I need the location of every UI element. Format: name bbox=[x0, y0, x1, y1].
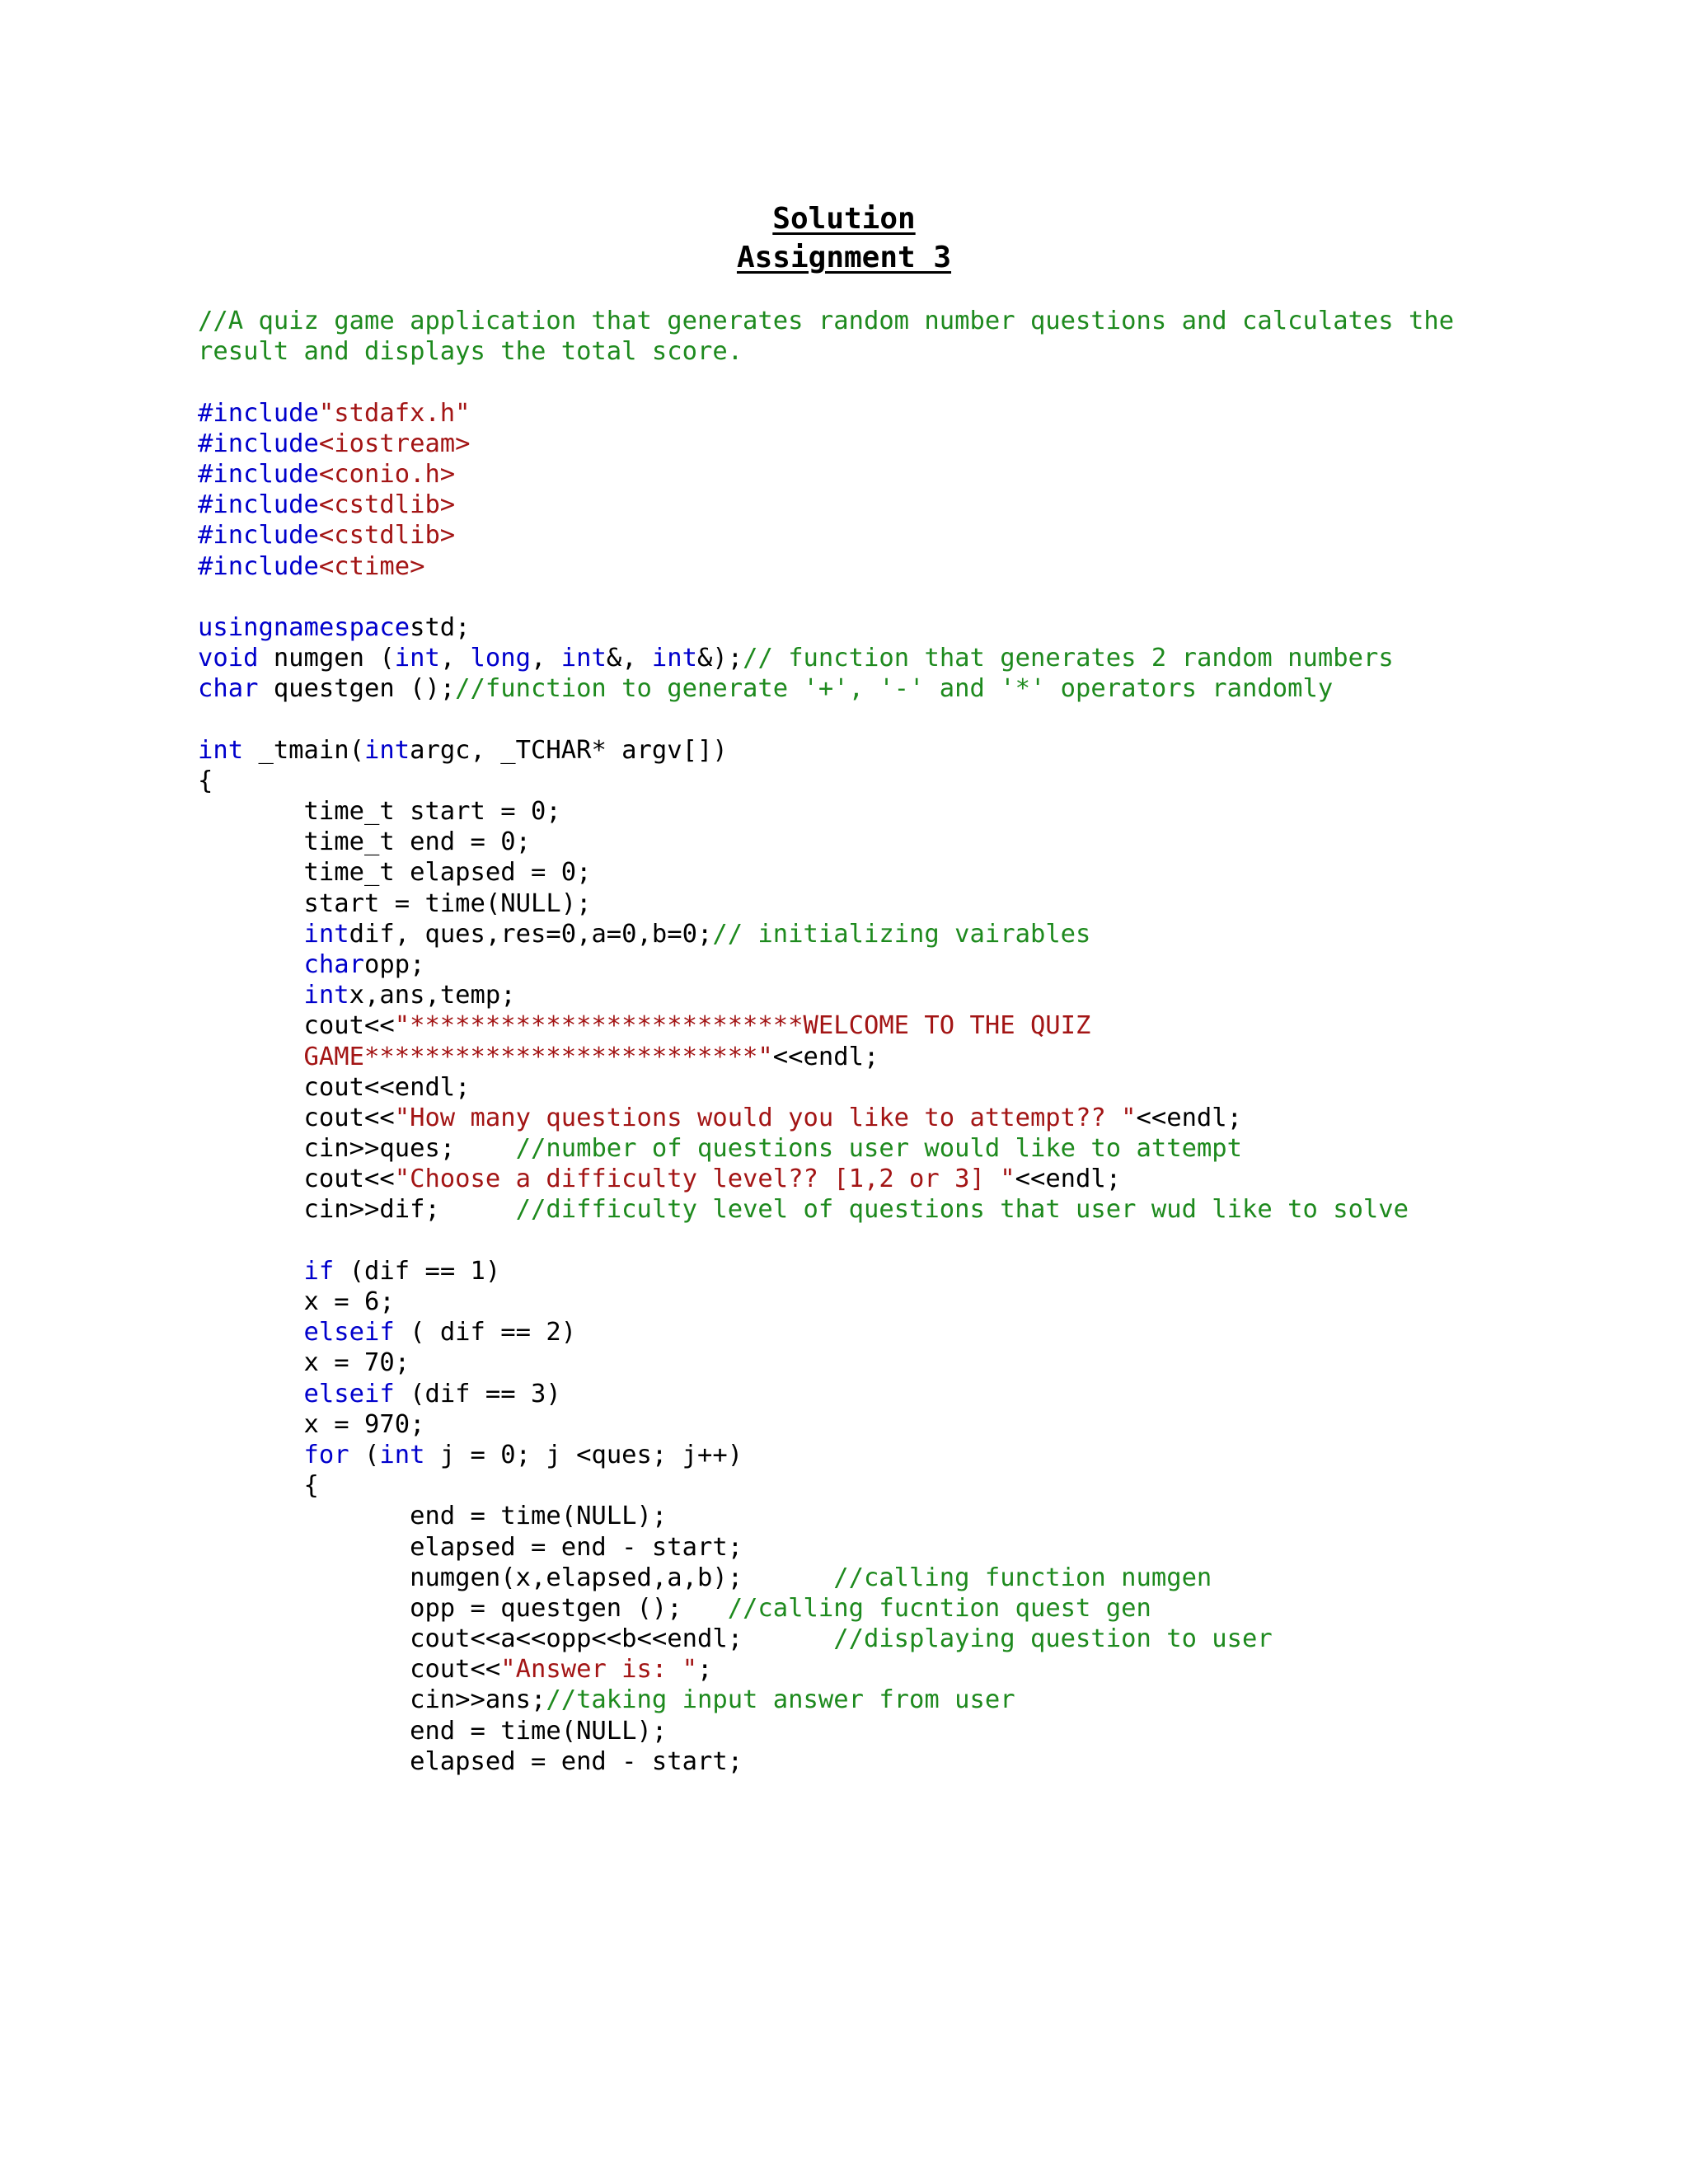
code-token: end = time(NULL); bbox=[198, 1716, 668, 1746]
code-token bbox=[198, 920, 304, 949]
code-line bbox=[198, 551, 1615, 582]
code-line bbox=[198, 1286, 1615, 1317]
code-token bbox=[198, 950, 304, 979]
code-token: //displaying question to user bbox=[833, 1624, 1273, 1654]
code-token: elapsed = end - start; bbox=[198, 1532, 743, 1562]
code-token: numgen ( bbox=[258, 644, 395, 673]
code-line bbox=[198, 888, 1615, 919]
code-line bbox=[198, 1440, 1615, 1470]
code-token: result and displays the total score. bbox=[198, 337, 743, 367]
code-token: //taking input answer from user bbox=[546, 1685, 1015, 1715]
code-token: ( dif == 2) bbox=[394, 1318, 577, 1347]
code-token: x = 70; bbox=[198, 1348, 410, 1378]
code-token: (dif == 3) bbox=[394, 1379, 561, 1408]
code-token: int bbox=[198, 735, 244, 765]
code-token: cin>>dif; bbox=[198, 1195, 516, 1225]
code-token: x,ans,temp; bbox=[349, 981, 516, 1010]
code-line bbox=[198, 1317, 1615, 1347]
code-token: elseif bbox=[303, 1379, 395, 1408]
code-line bbox=[198, 612, 1615, 643]
code-line bbox=[198, 459, 1615, 490]
code-line bbox=[198, 1532, 1615, 1563]
code-token: //function to generate '+', '-' and '*' operators randomly bbox=[455, 674, 1334, 704]
code-line bbox=[198, 306, 1615, 336]
code-token: cout<< bbox=[198, 1011, 395, 1041]
code-line bbox=[198, 1593, 1615, 1624]
code-token: argc, _TCHAR* argv[]) bbox=[410, 735, 728, 765]
code-token: for bbox=[303, 1440, 349, 1469]
code-line bbox=[198, 796, 1615, 827]
code-line bbox=[198, 398, 1615, 429]
code-token: int bbox=[394, 644, 440, 673]
code-token: usingnamespace bbox=[198, 612, 410, 642]
code-line bbox=[198, 429, 1615, 459]
document-title: Solution bbox=[772, 202, 916, 236]
code-token: cout<< bbox=[198, 1165, 395, 1194]
code-token: "How many questions would you like to attempt?? " bbox=[394, 1103, 1137, 1132]
code-line bbox=[198, 1164, 1615, 1194]
code-line bbox=[198, 1746, 1615, 1777]
code-line bbox=[198, 1103, 1615, 1133]
code-line bbox=[198, 1563, 1615, 1593]
code-token: cout<< bbox=[198, 1655, 501, 1685]
code-token: //number of questions user would like to attempt bbox=[515, 1134, 1243, 1164]
code-token: #include bbox=[198, 459, 319, 489]
code-line bbox=[198, 1685, 1615, 1715]
code-token: x = 6; bbox=[198, 1287, 395, 1316]
code-token: #include bbox=[198, 551, 319, 581]
code-token: //calling function numgen bbox=[833, 1563, 1212, 1592]
code-line bbox=[198, 1072, 1615, 1103]
code-token: GAME**************************" bbox=[303, 1042, 773, 1071]
code-token bbox=[198, 1257, 304, 1286]
code-token bbox=[198, 1043, 304, 1071]
code-line bbox=[198, 1226, 1615, 1256]
code-line bbox=[198, 919, 1615, 949]
code-token: end = time(NULL); bbox=[198, 1502, 668, 1531]
code-line bbox=[198, 735, 1615, 766]
code-token: dif, ques,res=0,a=0,b=0; bbox=[349, 919, 713, 949]
code-line bbox=[198, 1256, 1615, 1286]
code-token: cout<< bbox=[198, 1103, 395, 1132]
code-token bbox=[198, 1318, 304, 1347]
code-token: //calling fucntion quest gen bbox=[727, 1593, 1151, 1623]
code-line bbox=[198, 1501, 1615, 1531]
code-line bbox=[198, 766, 1615, 796]
code-line bbox=[198, 1624, 1615, 1654]
code-token: ( bbox=[349, 1440, 380, 1469]
code-token: #include bbox=[198, 398, 319, 428]
code-token: &, bbox=[606, 644, 652, 673]
code-token: cin>>ques; bbox=[198, 1134, 516, 1164]
code-line bbox=[198, 949, 1615, 980]
code-token: { bbox=[198, 1471, 319, 1501]
code-token: opp = questgen (); bbox=[198, 1593, 728, 1623]
code-token: //difficulty level of questions that user wud like to solve bbox=[515, 1195, 1409, 1225]
code-line bbox=[198, 1409, 1615, 1440]
code-token: std; bbox=[410, 612, 471, 642]
code-line bbox=[198, 1716, 1615, 1746]
code-token: &); bbox=[697, 644, 743, 673]
code-line bbox=[198, 673, 1615, 704]
code-line bbox=[198, 643, 1615, 673]
code-line bbox=[198, 582, 1615, 612]
code-token: ; bbox=[696, 1655, 713, 1685]
code-line bbox=[198, 980, 1615, 1010]
code-token: { bbox=[198, 766, 213, 795]
code-line bbox=[198, 1379, 1615, 1409]
code-token: char bbox=[303, 949, 364, 979]
code-line bbox=[198, 336, 1615, 367]
code-token: start = time(NULL); bbox=[198, 888, 592, 918]
code-token: x = 970; bbox=[198, 1409, 425, 1439]
code-token: "**************************WELCOME TO THE QUIZ bbox=[394, 1011, 1091, 1041]
code-token: <<endl; bbox=[1015, 1165, 1122, 1194]
code-token: j = 0; j <ques; j++) bbox=[424, 1440, 743, 1469]
code-token: "Choose a difficulty level?? [1,2 or 3] " bbox=[394, 1165, 1015, 1194]
code-token bbox=[198, 981, 304, 1010]
code-token: cout<<a<<opp<<b<<endl; bbox=[198, 1624, 834, 1654]
code-line bbox=[198, 827, 1615, 857]
code-token: <ctime> bbox=[318, 551, 425, 581]
code-token: cout<<endl; bbox=[198, 1072, 471, 1102]
code-token: numgen(x,elapsed,a,b); bbox=[198, 1563, 834, 1592]
code-line bbox=[198, 1042, 1615, 1072]
code-token: int bbox=[651, 644, 698, 673]
code-line bbox=[198, 1133, 1615, 1164]
code-token: "Answer is: " bbox=[500, 1655, 697, 1685]
document-subtitle: Assignment 3 bbox=[736, 241, 952, 274]
code-line bbox=[198, 1347, 1615, 1378]
code-token: int bbox=[364, 735, 410, 765]
code-token: // initializing vairables bbox=[712, 919, 1091, 949]
code-token: "stdafx.h" bbox=[318, 398, 471, 428]
code-token: elseif bbox=[303, 1318, 395, 1347]
code-token: <cstdlib> bbox=[318, 490, 456, 520]
code-line bbox=[198, 1654, 1615, 1685]
code-line bbox=[198, 1010, 1615, 1041]
code-token: #include bbox=[198, 429, 319, 458]
code-listing bbox=[198, 306, 1615, 1777]
code-token: , bbox=[439, 644, 471, 673]
code-line bbox=[198, 857, 1615, 888]
code-token: <cstdlib> bbox=[318, 521, 456, 551]
code-token bbox=[198, 1441, 304, 1469]
code-line bbox=[198, 1470, 1615, 1501]
code-token: int bbox=[303, 919, 349, 949]
code-line bbox=[198, 1194, 1615, 1225]
code-token: long bbox=[470, 644, 531, 673]
code-token: #include bbox=[198, 521, 319, 551]
code-token: opp; bbox=[364, 949, 425, 979]
code-token: <iostream> bbox=[318, 429, 471, 458]
code-token bbox=[198, 1380, 304, 1408]
code-token: int bbox=[560, 644, 607, 673]
code-token: questgen (); bbox=[258, 674, 456, 704]
code-line bbox=[198, 490, 1615, 520]
code-token: //A quiz game application that generates random number questions and calculates the bbox=[198, 307, 1455, 335]
code-token: time_t end = 0; bbox=[198, 827, 531, 857]
code-token: elapsed = end - start; bbox=[198, 1746, 743, 1776]
code-token: time_t start = 0; bbox=[198, 797, 561, 826]
code-token: <<endl; bbox=[1136, 1103, 1243, 1132]
code-token: <<endl; bbox=[772, 1042, 879, 1071]
code-token: if bbox=[303, 1256, 335, 1286]
code-line bbox=[198, 367, 1615, 397]
code-token: (dif == 1) bbox=[334, 1256, 501, 1286]
code-line bbox=[198, 704, 1615, 734]
code-token: _tmain( bbox=[243, 735, 364, 765]
code-token: int bbox=[303, 981, 349, 1010]
code-token: cin>>ans; bbox=[198, 1685, 546, 1715]
code-token: time_t elapsed = 0; bbox=[198, 858, 592, 888]
code-token: void bbox=[198, 644, 259, 673]
code-token: <conio.h> bbox=[318, 459, 456, 489]
code-line bbox=[198, 520, 1615, 551]
code-token: // function that generates 2 random numbers bbox=[743, 644, 1394, 673]
code-token: char bbox=[198, 674, 259, 704]
code-token: int bbox=[379, 1440, 425, 1469]
code-token: #include bbox=[198, 490, 319, 520]
code-token: , bbox=[531, 644, 561, 673]
